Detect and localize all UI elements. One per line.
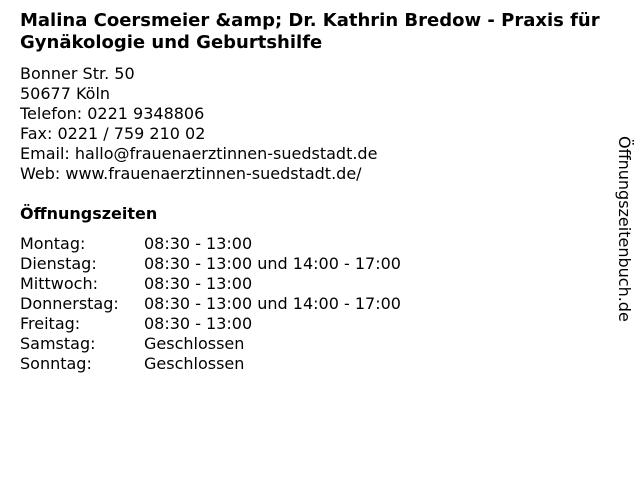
opening-hours-heading: Öffnungszeiten xyxy=(20,204,158,223)
street-address: Bonner Str. 50 xyxy=(20,64,135,83)
day-label: Freitag: xyxy=(20,314,81,333)
hours-value: Geschlossen xyxy=(144,334,245,353)
day-label: Donnerstag: xyxy=(20,294,119,313)
website-url: Web: www.frauenaerztinnen-suedstadt.de/ xyxy=(20,164,362,183)
hours-value: 08:30 - 13:00 xyxy=(144,274,253,293)
hours-value: 08:30 - 13:00 xyxy=(144,314,253,333)
hours-row-sunday xyxy=(20,354,401,374)
hours-row-monday xyxy=(20,234,401,254)
hours-value: Geschlossen xyxy=(144,354,245,373)
day-label: Samstag: xyxy=(20,334,96,353)
day-label: Dienstag: xyxy=(20,254,97,273)
contact-block xyxy=(20,64,377,184)
practice-title: Malina Coersmeier &amp; Dr. Kathrin Bredow - Praxis für Gynäkologie und Geburtshilfe xyxy=(20,10,600,53)
hours-value: 08:30 - 13:00 und 14:00 - 17:00 xyxy=(144,254,401,273)
hours-row-saturday xyxy=(20,334,401,354)
hours-value: 08:30 - 13:00 xyxy=(144,234,253,253)
hours-value: 08:30 - 13:00 und 14:00 - 17:00 xyxy=(144,294,401,313)
fax-number: Fax: 0221 / 759 210 02 xyxy=(20,124,206,143)
email-address: Email: hallo@frauenaerztinnen-suedstadt.de xyxy=(20,144,378,163)
hours-row-friday xyxy=(20,314,401,334)
site-watermark: Öffnungszeitenbuch.de xyxy=(615,136,634,322)
postal-city: 50677 Köln xyxy=(20,84,111,103)
hours-row-wednesday xyxy=(20,274,401,294)
day-label: Montag: xyxy=(20,234,86,253)
opening-hours-list xyxy=(20,234,401,374)
hours-row-tuesday xyxy=(20,254,401,274)
hours-row-thursday xyxy=(20,294,401,314)
phone-number: Telefon: 0221 9348806 xyxy=(20,104,205,123)
day-label: Sonntag: xyxy=(20,354,92,373)
day-label: Mittwoch: xyxy=(20,274,98,293)
